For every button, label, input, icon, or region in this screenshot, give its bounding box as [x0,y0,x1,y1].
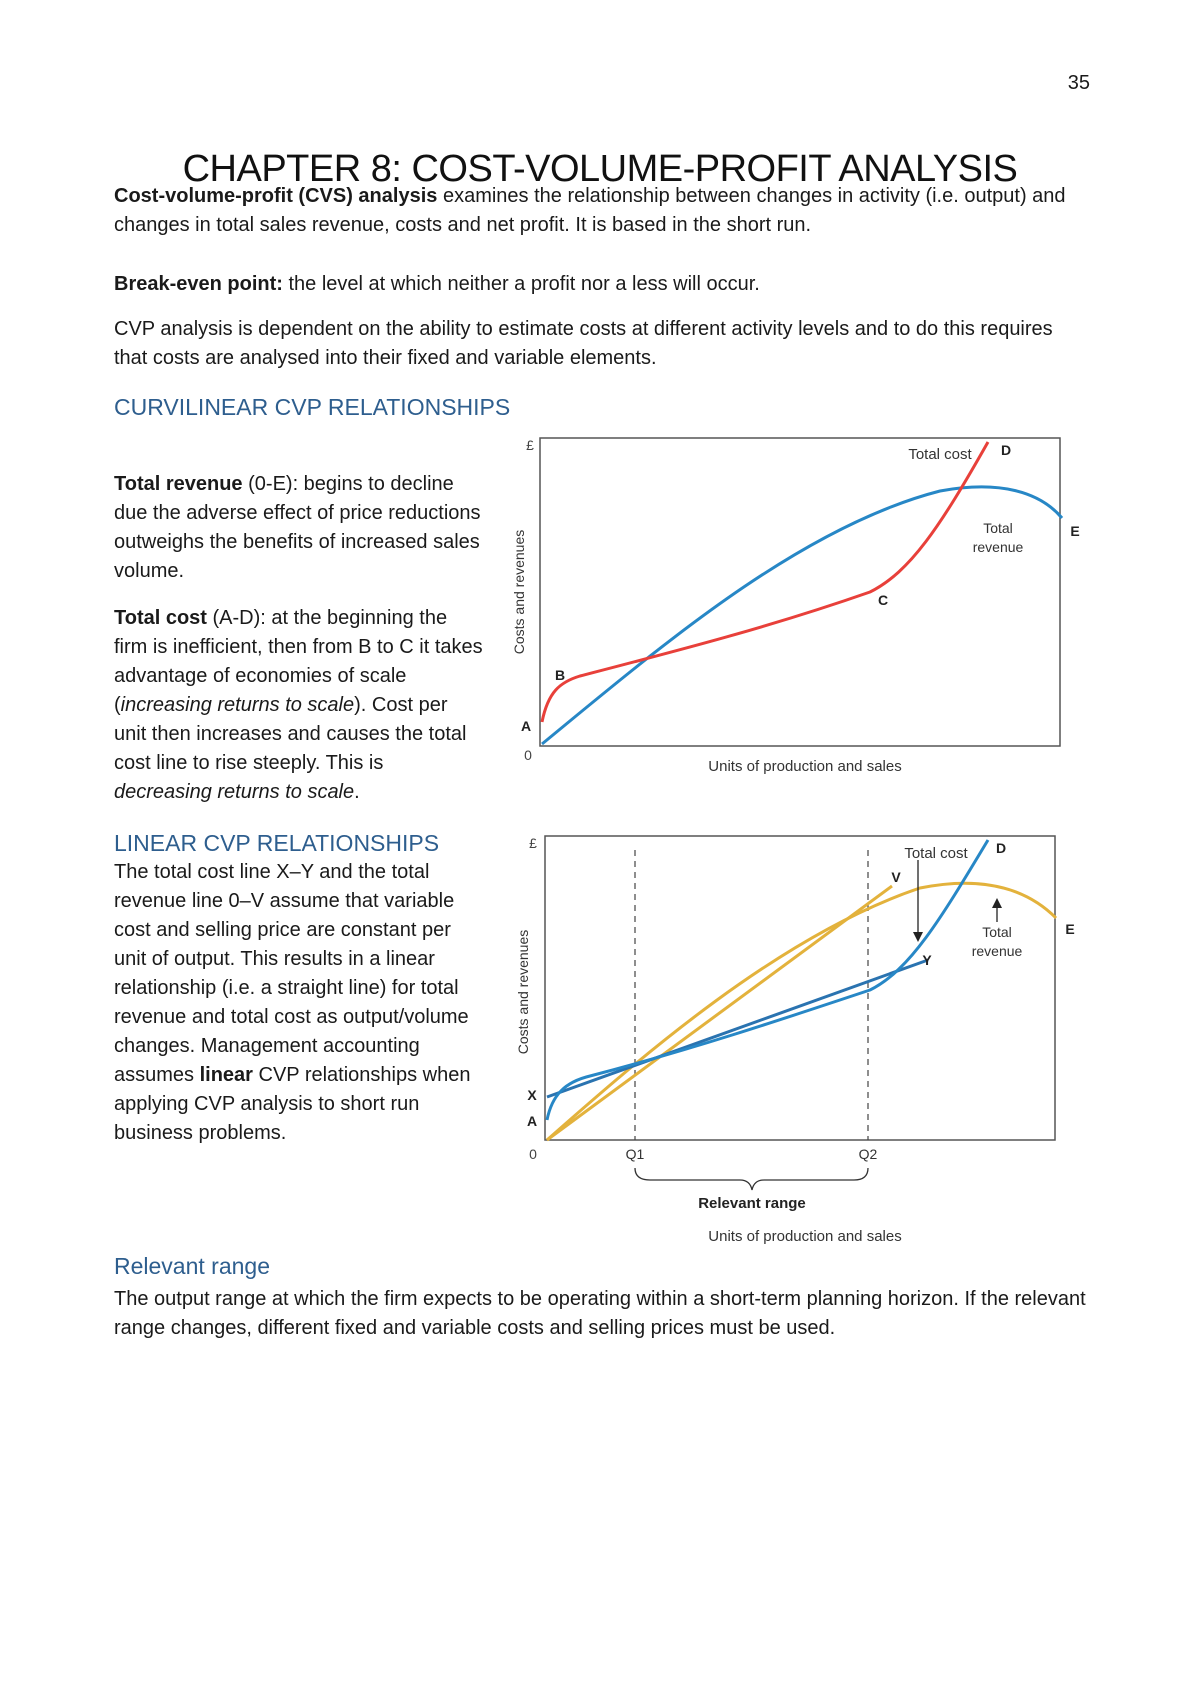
y-axis-label: Costs and revenues [515,929,531,1055]
point-c-label: C [877,592,889,608]
linear-bold: linear [199,1064,253,1086]
relevant-range-heading: Relevant range [114,1253,270,1279]
point-x-label: X [527,1087,537,1103]
total-revenue-paragraph [114,470,484,586]
linear-paragraph [114,858,484,1148]
linear-text-1: The total cost line X–Y and the total revenue line 0–V assume that variable cost and selling price are constant per unit of output. This results in a linear relationship (i.e. a straight line) for total revenue and total cost as output/volume changes. Management accounting assumes [114,861,469,1086]
dependency-paragraph: CVP analysis is dependent on the ability to estimate costs at different activity levels and to do this requires that costs are analysed into their fixed and variable elements. [114,318,1053,369]
tr-text: (0-E): begins to decline due the adverse effect of price reductions outweighs the benefits of increased sales volume. [114,473,481,582]
total-cost-label: Total cost [908,446,972,463]
point-b-label: B [554,667,566,683]
linear-cost-line [547,960,928,1097]
total-revenue-label-2: revenue [972,539,1024,555]
point-v-label: V [891,869,901,885]
x-axis-label: Units of production and sales [708,1228,902,1245]
linear-cvp-chart [500,830,1100,1250]
point-e-label: E [1070,523,1080,539]
breakeven-term: Break-even point: [114,273,283,295]
gap-arrow-head [913,932,923,942]
tc-italic-2: decreasing returns to scale [114,781,355,803]
origin-label: 0 [529,1146,537,1162]
plot-frame [540,438,1060,746]
point-e-label: E [1065,921,1075,937]
curvilinear-heading: CURVILINEAR CVP RELATIONSHIPS [114,394,511,420]
total-cost-curve [547,840,988,1120]
relevant-range-brace [635,1168,868,1190]
breakeven-text: the level at which neither a profit nor a less will occur. [282,273,760,295]
page-number: 35 [1067,72,1090,94]
x-axis-label: Units of production and sales [708,758,902,775]
curvilinear-cvp-chart [500,432,1100,782]
tr-term: Total revenue [114,473,243,495]
point-d-label: D [1000,442,1012,458]
relevant-range-paragraph: The output range at which the firm expects to be operating within a short-term planning horizon. If the relevant range changes, different fixed and variable costs and selling prices must be used. [114,1288,1086,1339]
origin-label: 0 [524,747,532,763]
tc-text-1: (A-D): at the beginning the firm is inefficient, then from B to C it takes advantage of economies of scale ( [114,607,483,716]
total-revenue-label-2: revenue [971,943,1023,959]
total-revenue-label-1: Total [983,520,1013,536]
total-cost-paragraph [114,604,484,807]
total-cost-label: Total cost [904,845,968,862]
chapter-title: CHAPTER 8: COST-VOLUME-PROFIT ANALYSIS [182,148,1018,190]
cvp-definition [114,182,1090,240]
tc-text-3: . [354,781,360,803]
revenue-pointer-head [992,898,1002,908]
point-a-label: A [526,1113,538,1129]
relevant-range-label: Relevant range [698,1195,806,1212]
point-y-label: Y [922,952,932,968]
cvp-term: Cost-volume-profit (CVS) analysis [114,185,438,207]
cvp-text: examines the relationship between changes in activity (i.e. output) and changes in total sales revenue, costs and net profit. It is based in the short run. [114,185,1066,236]
total-revenue-label-1: Total [982,924,1012,940]
y-axis-symbol: £ [529,835,537,851]
plot-frame [545,836,1055,1140]
linear-revenue-line [547,886,892,1140]
tc-text-2: ). Cost per unit then increases and causes the total cost line to rise steeply. This is [114,694,467,774]
linear-text-2: CVP relationships when applying CVP analysis to short run business problems. [114,1064,471,1144]
tc-term: Total cost [114,607,207,629]
y-axis-label: Costs and revenues [511,529,527,655]
q2-tick-label: Q2 [858,1146,878,1162]
y-axis-symbol: £ [526,437,534,453]
q1-tick-label: Q1 [625,1146,645,1162]
point-d-label: D [995,840,1007,856]
tc-italic-1: increasing returns to scale [120,694,355,716]
point-a-label: A [520,718,532,734]
linear-heading: LINEAR CVP RELATIONSHIPS [114,830,440,856]
total-cost-curve [542,442,988,722]
breakeven-definition [114,270,1090,299]
